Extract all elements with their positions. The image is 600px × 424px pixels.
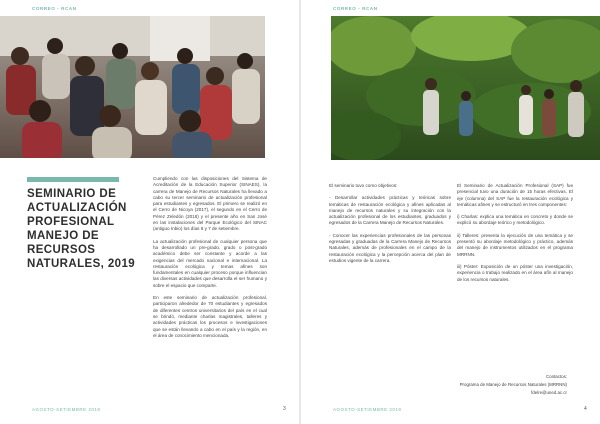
left-page-number: 3 <box>283 406 286 412</box>
contact-label: Contactos: <box>546 374 567 379</box>
article-column-2 <box>329 183 451 270</box>
right-header: CORREO - RCAN <box>333 6 378 11</box>
field-photo <box>331 16 600 160</box>
paragraph: El seminario tuvo como objetivos: <box>329 183 398 188</box>
article-title: SEMINARIO DE ACTUALIZACIÓN PROFESIONAL MANEJO DE RECURSOS NATURALES, 2019 <box>27 188 136 270</box>
right-page-number: 4 <box>584 406 587 412</box>
paragraph: i) Charlas: explica una temática en concreto y donde se explicó su abordaje teórico y metodológico. <box>457 214 573 226</box>
paragraph: La actualización profesional de cualquier persona que ha desarrollado un pre-grado, grado o post-grado académico debe ser constante y acorde a las exigencias del mercado nacional e internacional. La restauración ecológica y temas afines son fundamentales en cualquier proceso porque influencian las diversas actividades que desarrolla el ser humano y sobre el espacio que comparte. <box>153 238 267 288</box>
workshop-photo-image <box>0 16 265 158</box>
paragraph: - Conocer las experiencias profesionales de las personas egresadas y graduadas de la Carrera Manejo de Recursos Naturales, además de profesionales en el campo de la restauración ecológica y la percepción acerca del plan de estudios vigente de la carrera. <box>329 232 451 263</box>
paragraph: - Desarrollar actividades prácticas y teóricas sobre temáticas de restauración ecológica y afines aplicadas al manejo de recursos naturales y su integración con la actualización profesional de los estudiantes, graduados y egresados de la Carrera Manejo de Recursos Naturales. <box>329 195 451 226</box>
left-page <box>0 0 299 424</box>
field-photo-image <box>331 16 600 160</box>
right-page <box>301 0 600 424</box>
left-footer: AGOSTO-SETIEMBRE 2019 <box>32 407 101 412</box>
article-column-1 <box>153 176 267 345</box>
workshop-photo <box>0 16 265 158</box>
contact-block <box>449 373 567 397</box>
title-accent-bar <box>27 177 119 182</box>
contact-program: Programa de Manejo de Recursos Naturales (MRRNN) <box>459 382 567 387</box>
contact-email[interactable]: fdelre@uned.ac.cr <box>531 390 567 395</box>
article-column-3 <box>457 183 573 289</box>
right-footer: AGOSTO-SETIEMBRE 2019 <box>333 407 402 412</box>
paragraph: ii) Talleres: presenta la ejecución de una temática y se presentó su abordaje metodológico y práctico, además del manejo de instrumentos utilizados en el programa MRRNN. <box>457 232 573 257</box>
paragraph: En este seminario de actualización profesional, participaron alrededor de 70 estudiantes y egresados de diferentes centros universitarios del país en el cual se brindó, mediante charlas magistrales, talleres y actividades prácticas los procesos e investigaciones que se están llevando a cabo en el país y la región, en el área de conocimiento mencionada. <box>153 295 267 338</box>
paragraph: Cumpliendo con las disposiciones del Sistema de Acreditación de la Educación Superior (SINAES), la carrera de Manejo de Recursos Naturales ha llevado a cabo su tercer seminario de actualización profesional para estudiantes y egresados. El primero se realizó en el Cerro de Nicoya (2017), el segundo en el Cerro de Pérez Zeledón (2018) y el presente año en San José en las instalaciones del Parque Ecológico del SINAC (antiguo Inbio) los días 6 y 7 de setiembre. <box>153 176 267 232</box>
paragraph: iii) Póster: Exposición de un póster una investigación, experiencia o trabajo realizado en el área afín al manejo de los recursos naturales. <box>457 263 573 282</box>
left-header: CORREO - RCAN <box>32 6 77 11</box>
paragraph: El Seminario de Actualización Profesional (SAP) fue presencial tuvo una duración de 15 horas efectivas. El eje (columna) del SAP fue la restauración ecológica y temáticas afines y se estructuró en tres componentes: <box>457 183 573 207</box>
